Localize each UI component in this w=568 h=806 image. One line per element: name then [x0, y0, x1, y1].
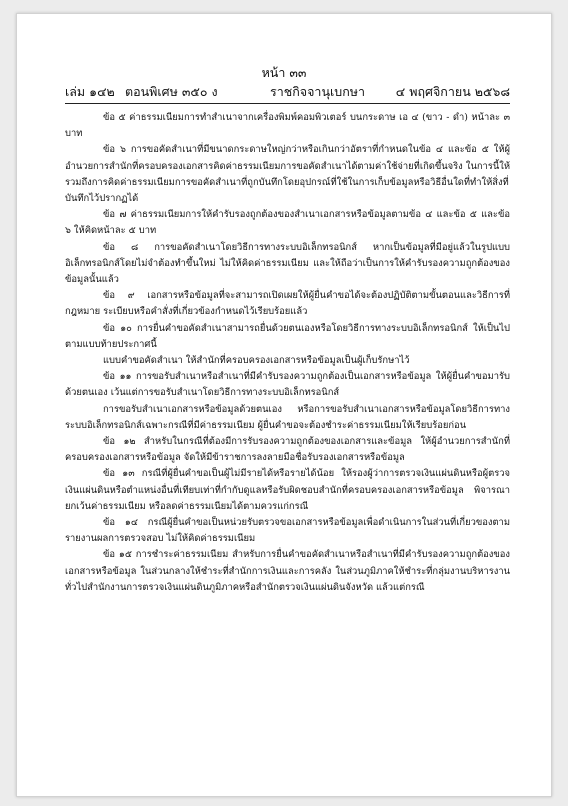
- clause-14: ข้อ ๑๔ กรณีผู้ยื่นคำขอเป็นหน่วยรับตรวจขอเอกสารหรือข้อมูลเพื่อดำเนินการในส่วนที่เกี่ยวของตามรายงานผลการตรวจสอบ ไม่ให้คิดค่าธรรมเนียม: [65, 517, 510, 545]
- clause-15: ข้อ ๑๕ การชำระค่าธรรมเนียม สำหรับการยื่นคำขอคัดสำเนาหรือสำเนาที่มีคำรับรองความถูกต้องของเอกสารหรือข้อมูล ในส่วนกลางให้ชำระที่สำนักการเงินและการคลัง ในส่วนภูมิภาคให้ชำระที่กลุ่มงานบริหารงานทั่วไปสำนักงานการตรวจเงินแผ่นดินภูมิภาคหรือสำนักตรวจเงินแผ่นดินจังหวัด แล้วแต่กรณี: [65, 549, 510, 593]
- clause-13: ข้อ ๑๓ กรณีที่ผู้ยื่นคำขอเป็นผู้ไม่มีรายได้หรือรายได้น้อย ให้รองผู้ว่าการตรวจเงินแผ่นดินหรือผู้ตรวจเงินแผ่นดินหรือตำแหน่งอื่นที่เทียบเท่าที่กำกับดูแลหรือรับผิดชอบสำนักที่ครอบครองเอกสารหรือข้อมูล พิจารณายกเว้นค่าธรรมเนียม หรือลดค่าธรรมเนียมได้ตามควรแก่กรณี: [65, 468, 510, 512]
- issue-label: ตอนพิเศษ ๓๕๐ ง: [125, 84, 218, 99]
- publication-title: ราชกิจจานุเบกษา: [270, 84, 366, 99]
- gazette-header: [65, 84, 510, 100]
- clause-12: ข้อ ๑๒ สำหรับในกรณีที่ต้องมีการรับรองความถูกต้องของเอกสารและข้อมูล ให้ผู้อำนวยการสำนักที่ครอบครองเอกสารหรือข้อมูล จัดให้มีข้าราชการลงลายมือชื่อรับรองเอกสารหรือข้อมูล: [65, 436, 510, 464]
- publication-date: ๔ พฤศจิกายน ๒๕๖๘: [395, 84, 510, 99]
- volume-label: เล่ม ๑๔๒: [65, 84, 115, 99]
- clause-9: ข้อ ๙ เอกสารหรือข้อมูลที่จะสามารถเปิดเผยให้ผู้ยื่นคำขอได้จะต้องปฏิบัติตามขั้นตอนและวิธีการที่กฎหมาย ระเบียบหรือคำสั่งที่เกี่ยวข้องกำหนดไว้เรียบร้อยแล้ว: [65, 290, 510, 318]
- clause-5: ข้อ ๕ ค่าธรรมเนียมการทำสำเนาจากเครื่องพิมพ์คอมพิวเตอร์ บนกระดาษ เอ ๔ (ขาว - ดำ) หน้าละ ๓ บาท: [65, 112, 510, 140]
- clause-10: ข้อ ๑๐ การยื่นคำขอคัดสำเนาสามารถยื่นด้วยตนเองหรือโดยวิธีการทางระบบอิเล็กทรอนิกส์ ให้เป็นไปตามแบบท้ายประกาศนี้: [65, 322, 510, 350]
- clause-8: ข้อ ๘ การขอคัดสำเนาโดยวิธีการทางระบบอิเล็กทรอนิกส์ หากเป็นข้อมูลที่มีอยู่แล้วในรูปแบบอิเล็กทรอนิกส์โดยไม่จำต้องทำขึ้นใหม่ ไม่ให้คิดค่าธรรมเนียม และให้ถือว่าเป็นการให้คำรับรองความถูกต้องของข้อมูลนั้นแล้ว: [65, 241, 510, 286]
- clause-10-note: แบบคำขอคัดสำเนา ให้สำนักที่ครอบครองเอกสารหรือข้อมูลเป็นผู้เก็บรักษาไว้: [103, 355, 410, 367]
- page-number: หน้า ๓๓: [261, 65, 307, 80]
- clause-11: ข้อ ๑๑ การขอรับสำเนาหรือสำเนาที่มีคำรับรองความถูกต้องเป็นเอกสารหรือข้อมูล ให้ผู้ยื่นคำขอมารับด้วยตนเอง เว้นแต่การขอรับสำเนาโดยวิธีการทางระบบอิเล็กทรอนิกส์: [65, 371, 510, 399]
- clause-6: ข้อ ๖ การขอคัดสำเนาที่มีขนาดกระดาษใหญ่กว่าหรือเกินกว่าอัตราที่กำหนดในข้อ ๔ และข้อ ๕ ให้ผู้อำนวยการสำนักที่ครอบครองเอกสารคิดค่าธรรมเนียมการขอคัดสำเนาได้ตามค่าใช้จ่ายที่เกิดขึ้นจริง ในการนี้ให้รวมถึงการคิดค่าธรรมเนียมการขอคัดสำเนาที่ถูกบันทึกโดยอุปกรณ์ที่ใช้ในการเก็บข้อมูลหรือวิธีอื่นใดที่ทำให้สิ่งที่บันทึกไว้ปรากฏได้: [65, 144, 510, 205]
- document-page: [16, 13, 552, 797]
- clause-7: ข้อ ๗ ค่าธรรมเนียมการให้คำรับรองถูกต้องของสำเนาเอกสารหรือข้อมูลตามข้อ ๔ และข้อ ๕ และข้อ ๖ ให้คิดหน้าละ ๕ บาท: [65, 209, 510, 237]
- clause-11-note: การขอรับสำเนาเอกสารหรือข้อมูลด้วยตนเอง หรือการขอรับสำเนาเอกสารหรือข้อมูลโดยวิธีการทางระบบอิเล็กทรอนิกส์เฉพาะกรณีที่มีค่าธรรมเนียม ผู้ยื่นคำขอจะต้องชำระค่าธรรมเนียมให้เรียบร้อยก่อน: [65, 403, 510, 431]
- header-divider: [65, 103, 510, 104]
- document-body: [65, 110, 510, 596]
